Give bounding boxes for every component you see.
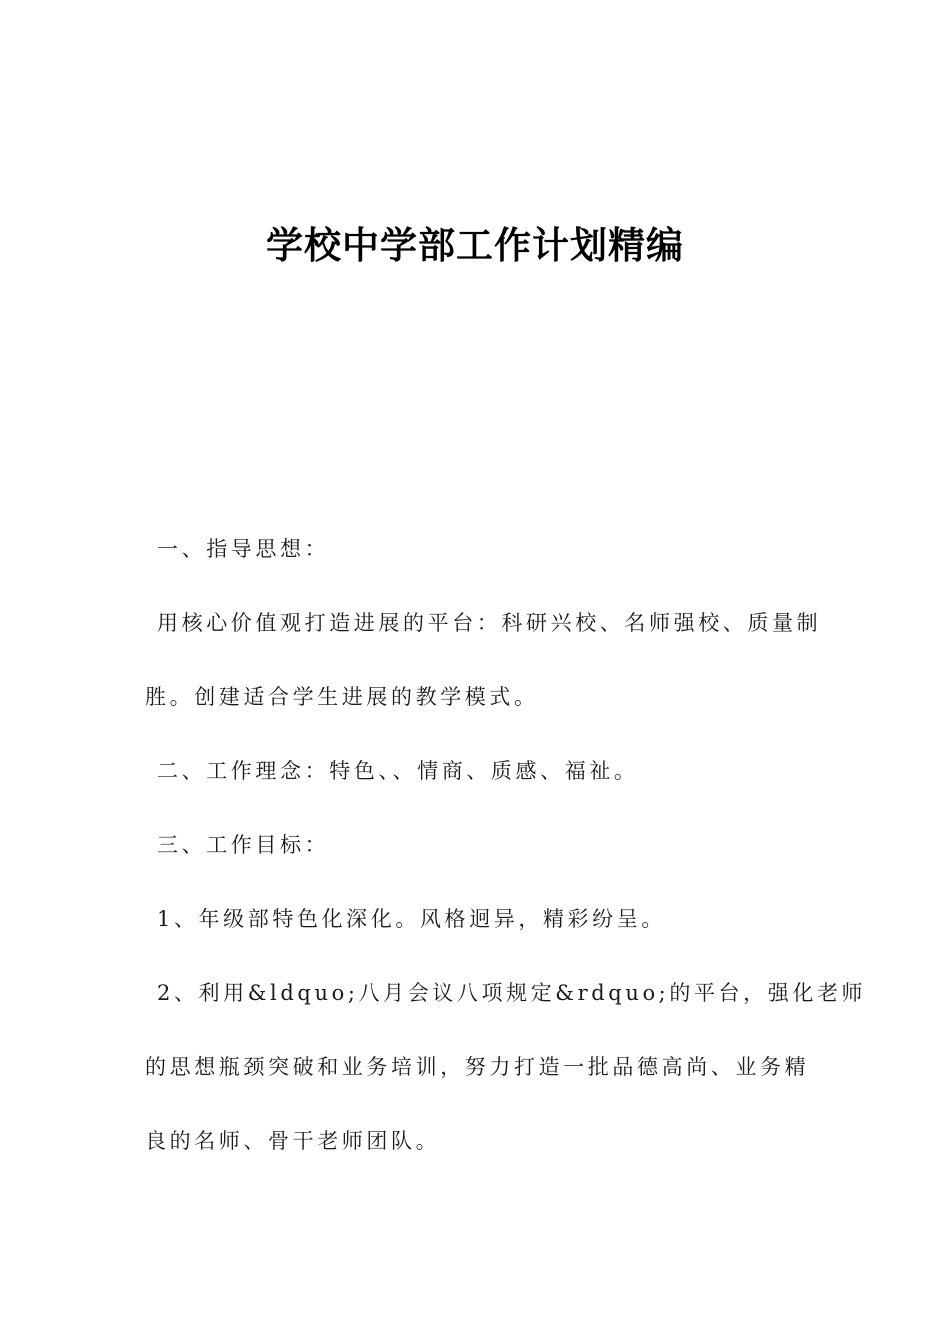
goal-item-1: 1、年级部特色化深化。风格迥异，精彩纷呈。 [157, 907, 666, 931]
paragraph-line: 的思想瓶颈突破和业务培训，努力打造一批品德高尚、业务精 [145, 1055, 810, 1079]
section-heading-work-goals: 三、工作目标： [157, 833, 330, 857]
section-heading-work-philosophy: 二、工作理念：特色、、情商、质感、福祉。 [157, 759, 639, 783]
paragraph-line: 良的名师、骨干老师团队。 [145, 1129, 441, 1153]
goal-item-2: 2、利用&ldquo;八月会议八项规定&rdquo;的平台，强化老师 [157, 981, 867, 1005]
document-title: 学校中学部工作计划精编 [266, 224, 684, 267]
paragraph-line: 用核心价值观打造进展的平台：科研兴校、名师强校、质量制 [157, 611, 822, 635]
document-body [145, 530, 867, 1160]
section-heading-guiding-ideology: 一、指导思想： [157, 537, 330, 561]
paragraph-line: 胜。创建适合学生进展的教学模式。 [145, 685, 539, 709]
